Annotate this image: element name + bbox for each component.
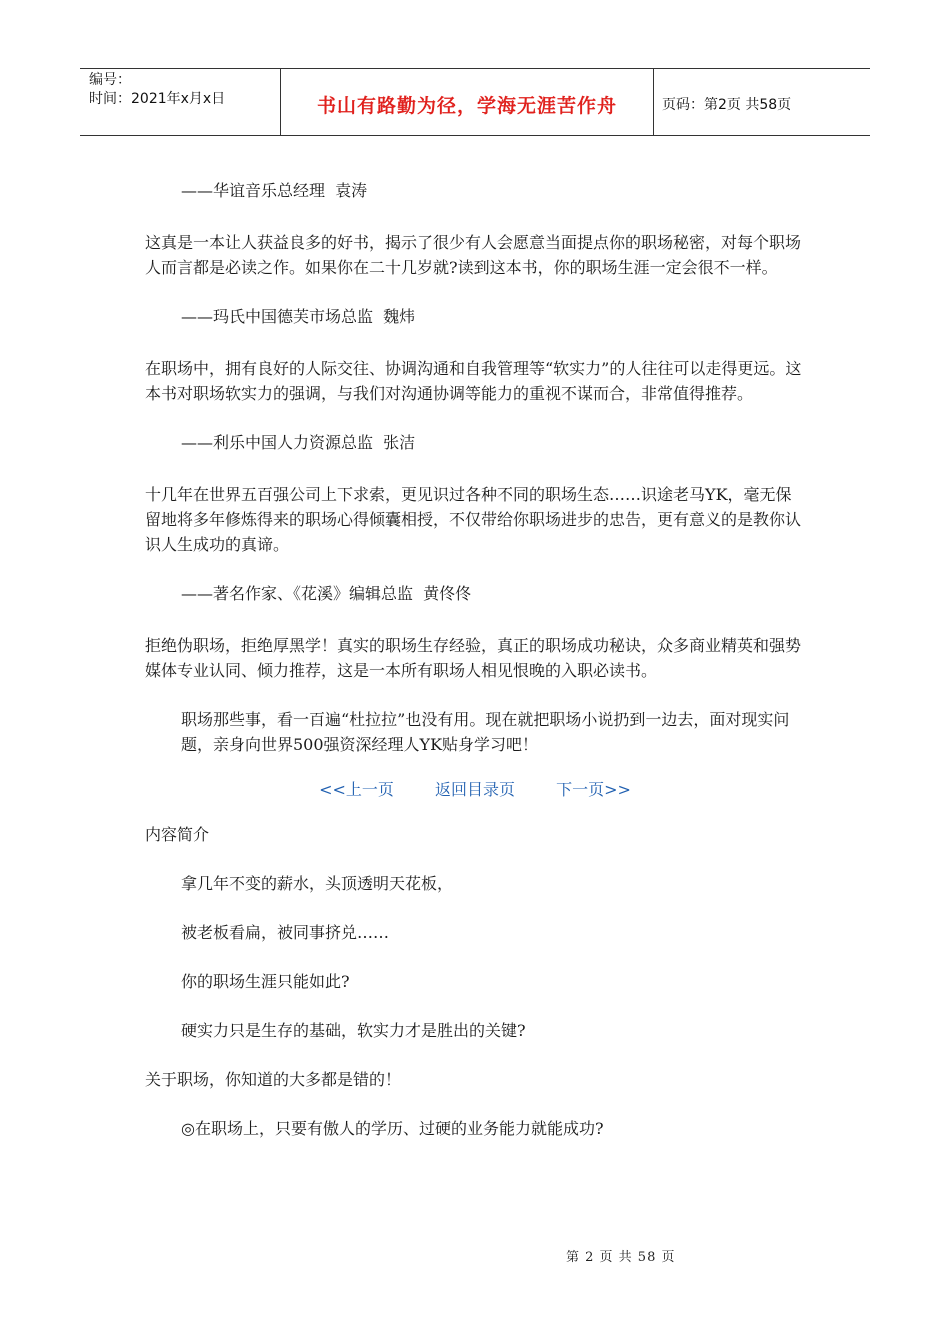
next-page-link[interactable]: 下一页>>	[556, 780, 631, 799]
page-header	[80, 68, 870, 136]
paragraph: 职场那些事，看一百遍“杜拉拉”也没有用。现在就把职场小说扔到一边去，面对现实问题，亲身向世界500强资深经理人YK贴身学习吧！	[181, 710, 790, 754]
time-label: 时间：2021年x月x日	[89, 91, 226, 107]
prev-page-link[interactable]: <<上一页	[319, 780, 394, 799]
paragraph: 被老板看扁，被同事挤兑……	[181, 923, 390, 942]
paragraph: ——著名作家、《花溪》编辑总监 黄佟佟	[181, 584, 472, 603]
paragraph: 拿几年不变的薪水，头顶透明天花板，	[181, 874, 454, 893]
intro-section	[145, 822, 805, 1141]
header-meta	[80, 69, 281, 135]
paragraph: 十几年在世界五百强公司上下求索，更见识过各种不同的职场生态……识途老马YK，毫无保留地将多年修炼得来的职场心得倾囊相授，不仅带给你职场进步的忠告，更有意义的是教你认识人生成功的真谛。	[145, 485, 802, 554]
paragraph: ——华谊音乐总经理 袁涛	[181, 181, 368, 200]
paragraph: 在职场中，拥有良好的人际交往、协调沟通和自我管理等“软实力”的人往往可以走得更远。这本书对职场软实力的强调，与我们对沟通协调等能力的重视不谋而合，非常值得推荐。	[145, 359, 802, 403]
paragraph: 内容简介	[145, 825, 210, 844]
paragraph: 这真是一本让人获益良多的好书，揭示了很少有人会愿意当面提点你的职场秘密，对每个职场人而言都是必读之作。如果你在二十几岁就?读到这本书，你的职场生涯一定会很不一样。	[145, 233, 802, 277]
page-footer: 第 2 页 共 58 页	[566, 1250, 676, 1265]
paragraph: 拒绝伪职场，拒绝厚黑学！真实的职场生存经验，真正的职场成功秘诀，众多商业精英和强势媒体专业认同、倾力推荐，这是一本所有职场人相见恨晚的入职必读书。	[145, 636, 802, 680]
paragraph: 硬实力只是生存的基础，软实力才是胜出的关键?	[181, 1021, 526, 1040]
header-motto: 书山有路勤为径，学海无涯苦作舟	[281, 69, 654, 135]
paragraph: ◎在职场上，只要有傲人的学历、过硬的业务能力就能成功?	[181, 1119, 604, 1138]
paragraph: 关于职场，你知道的大多都是错的！	[145, 1070, 402, 1089]
toc-link[interactable]: 返回目录页	[434, 780, 515, 799]
paragraph: ——利乐中国人力资源总监 张洁	[181, 433, 416, 452]
page-navigation	[145, 777, 805, 802]
paragraph: ——玛氏中国德芙市场总监 魏炜	[181, 307, 416, 326]
number-label: 编号：	[89, 72, 131, 88]
header-page-info: 页码：第2页 共58页	[662, 97, 792, 113]
paragraph: 你的职场生涯只能如此?	[181, 972, 350, 991]
document-body	[145, 178, 805, 1141]
testimonials-section	[145, 178, 805, 757]
